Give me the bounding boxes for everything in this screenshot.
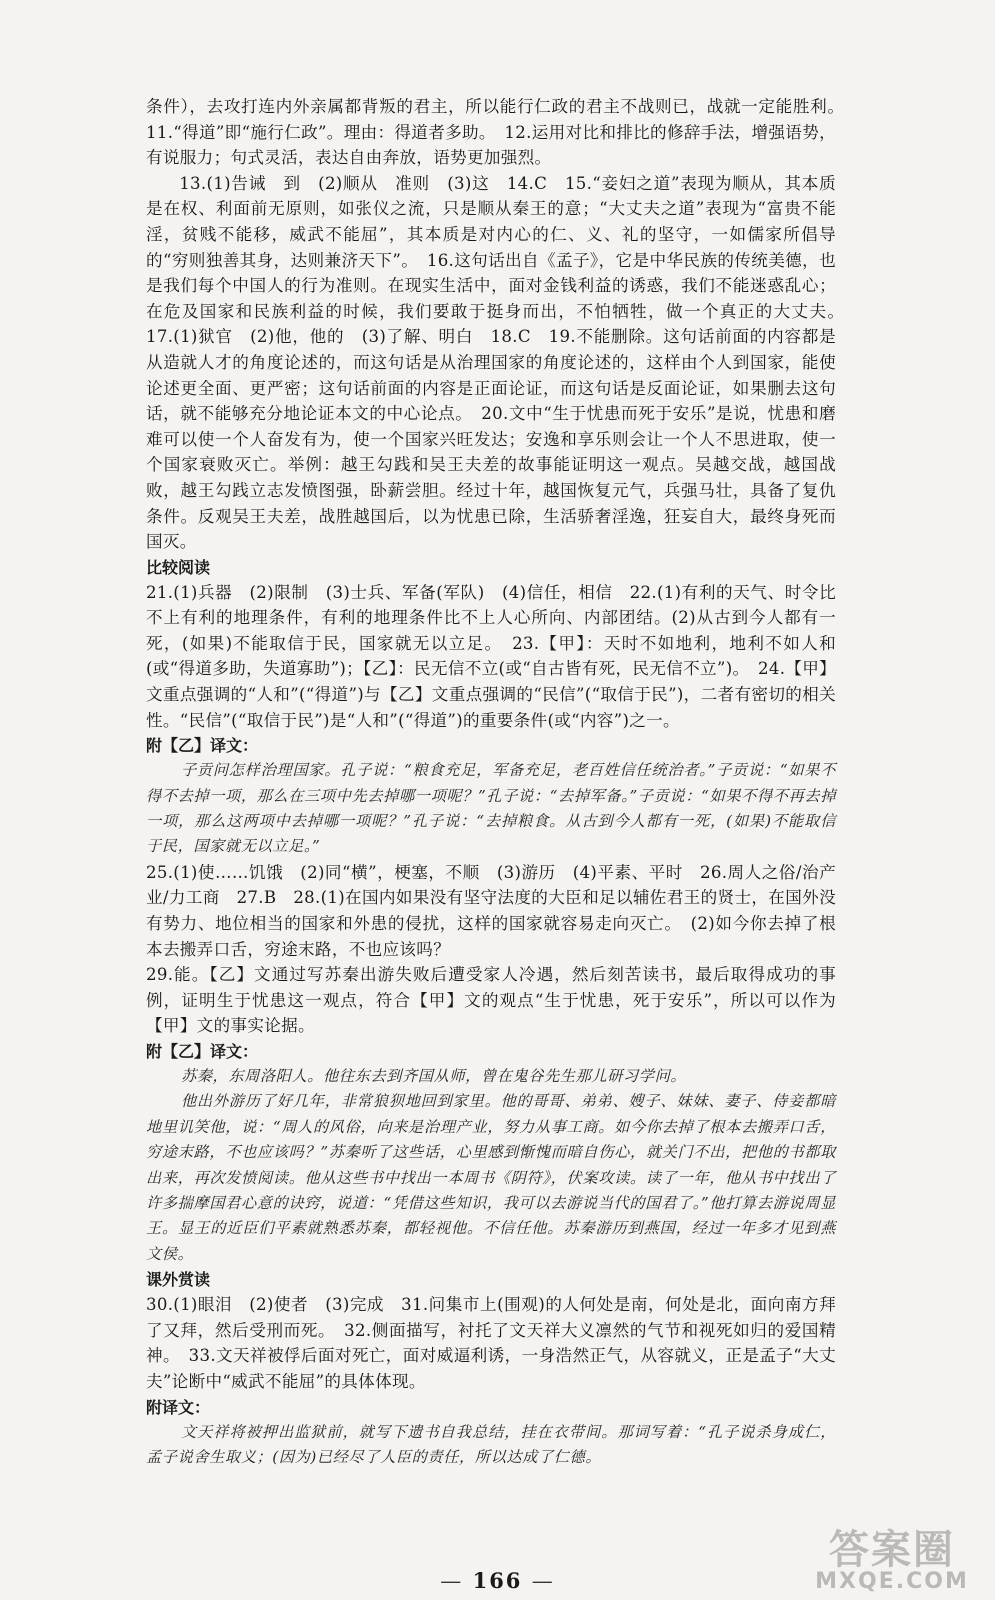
answer-paragraph-11-12: 条件），去攻打连内外亲属都背叛的君主，所以能行仁政的君主不战则已，战就一定能胜利。 11.“得道”即“施行仁政”。理由：得道者多助。 12.运用对比和排比的修辞手法，增强语势，有说服力；句式灵活，表达自由奔放，语势更加强烈。 [146, 97, 853, 168]
page-number-value: 166 [472, 1568, 523, 1593]
watermark-logo [797, 1527, 987, 1594]
watermark-top-text: 答案圈 [829, 1527, 955, 1573]
translation-heading-2: 附【乙】译文： [146, 1042, 259, 1062]
answer-paragraph-29: 29.能。【乙】文通过写苏秦出游失败后遭受家人冷遇，然后刻苦读书，最后取得成功的事例，证明生于忧患这一观点，符合【甲】文的观点“生于忧患，死于安乐”，所以可以作为【甲】文的事实论据。 [146, 965, 836, 1036]
page-dash-left: — [440, 1569, 464, 1593]
answer-paragraph-21-24: 21.(1)兵器 (2)限制 (3)士兵、军备(军队) (4)信任，相信 22.(1)有利的天气、时令比不上有利的地理条件，有利的地理条件比不上人心所向、内部团结。(2)从古到今人都有一死，(如果)不能取信于民，国家就无以立足。 23.【甲】：天时不如地利，地利不如人和(或“得道多助，失道寡助”)；【乙】：民无信不立(或“自古皆有死，民无信不立”)。 24.【甲】文重点强调的“人和”(“得道”)与【乙】文重点强调的“民信”(“取信于民”)，二者有密切的相关性。“民信”(“取信于民”)是“人和”(“得道”)的重要条件(或“内容”)之一。 [146, 582, 836, 730]
translation-text-3: 文天祥将被押出监狱前，就写下遗书自我总结，挂在衣带间。那词写着：“孔子说杀身成仁，孟子说舍生取义；(因为)已经尽了人臣的责任，所以达成了仁德。 [146, 1422, 836, 1467]
answer-paragraph-30-33: 30.(1)眼泪 (2)使者 (3)完成 31.问集市上(围观)的人何处是南，何处是北，面向南方拜了又拜，然后受刑而死。 32.侧面描写，衬托了文天祥大义凛然的气节和视死如归的爱国精神。 33.文天祥被俘后面对死亡，面对威逼利诱，一身浩然正气，从容就义，正是孟子“大丈夫”论断中“威武不能屈”的具体体现。 [146, 1295, 836, 1392]
translation-text-2b: 他出外游历了好几年，非常狼狈地回到家里。他的哥哥、弟弟、嫂子、妹妹、妻子、侍妾都暗地里讥笑他，说：“周人的风俗，向来是治理产业，努力从事工商。如今你去掉了根本去搬弄口舌，穷途末路，不也应该吗？”苏秦听了这些话，心里感到惭愧而暗自伤心，就关门不出，把他的书都取出来，再次发愤阅读。他从这些书中找出一本周书《阴符》，伏案攻读。读了一年，他从书中找出了许多揣摩国君心意的诀窍，说道：“凭借这些知识，我可以去游说当代的国君了。”他打算去游说周显王。显王的近臣们平素就熟悉苏秦，都轻视他。不信任他。苏秦游历到燕国，经过一年多才见到燕文侯。 [146, 1092, 836, 1263]
text-column [146, 94, 853, 1470]
translation-text: 子贡问怎样治理国家。孔子说：“粮食充足，军备充足，老百姓信任统治者。”子贡说：“如果不得不去掉一项，那么在三项中先去掉哪一项呢？”孔子说：“去掉军备。”子贡说：“如果不得不再去掉一项，那么这两项中去掉哪一项呢？”孔子说：“去掉粮食。从古到今人都有一死，(如果)不能取信于民，国家就无以立足。” [146, 761, 836, 856]
section-heading-compare: 比较阅读 [146, 557, 211, 577]
watermark-bottom-text: MXQE.COM [815, 1569, 969, 1594]
page-dash-right: — [531, 1569, 555, 1593]
section-heading-extra: 课外赏读 [146, 1270, 211, 1290]
translation-heading: 附【乙】译文： [146, 736, 259, 756]
translation-text-2a: 苏秦，东周洛阳人。他往东去到齐国从师，曾在鬼谷先生那儿研习学问。 [180, 1067, 687, 1086]
answer-paragraph-25-28: 25.(1)使……饥饿 (2)同“横”，梗塞，不顺 (3)游历 (4)平素、平时 26.周人之俗/治产业/力工商 27.B 28.(1)在国内如果没有坚守法度的大臣和足以辅佐君王的贤士，在国外没有势力、地位相当的国家和外患的侵扰，这样的国家就容易走向灭亡。 (2)如今你去掉了根本去搬弄口舌，穷途末路，不也应该吗？ [146, 862, 836, 959]
translation-heading-3: 附译文： [146, 1397, 211, 1417]
answer-paragraph-13-20: 13.(1)告诫 到 (2)顺从 准则 (3)这 14.C 15.“妾妇之道”表现为顺从，其本质是在权、利面前无原则，如张仪之流，只是顺从秦王的意；“大丈夫之道”表现为“富贵不能淫，贫贱不能移，威武不能屈”，其本质是对内心的仁、义、礼的坚守，一如儒家所倡导的“穷则独善其身，达则兼济天下”。 16.这句话出自《孟子》，它是中华民族的传统美德，也是我们每个中国人的行为准则。在现实生活中，面对金钱利益的诱惑，我们不能迷惑乱心；在危及国家和民族利益的时候，我们要敢于挺身而出，不怕牺牲，做一个真正的大丈夫。 17.(1)狱官 (2)他，他的 (3)了解、明白 18.C 19.不能删除。这句话前面的内容都是从造就人才的角度论述的，而这句话是从治理国家的角度论述的，这样由个人到国家，能使论述更全面、更严密；这句话前面的内容是正面论证，而这句话是反面论证，如果删去这句话，就不能够充分地论证本文的中心论点。 20.文中“生于忧患而死于安乐”是说，忧患和磨难可以使一个人奋发有为，使一个国家兴旺发达；安逸和享乐则会让一个人不思进取，使一个国家衰败灭亡。举例：越王勾践和吴王夫差的故事能证明这一观点。吴越交战，越国战败，越王勾践立志发愤图强，卧薪尝胆。经过十年，越国恢复元气，兵强马壮，具备了复仇条件。反观吴王夫差，战胜越国后，以为忧患已除，生活骄奢淫逸，狂妄自大，最终身死而国灭。 [146, 173, 853, 552]
